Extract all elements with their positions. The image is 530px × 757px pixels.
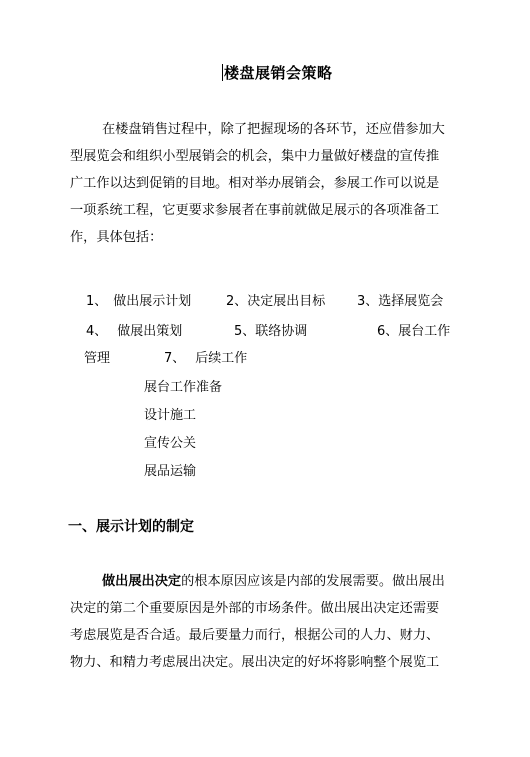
step-item-continued: 管理 [84,351,111,366]
sub-item: 宣传公关 [144,436,197,451]
intro-paragraph [70,116,460,251]
text-cursor [222,64,223,81]
step-item: 5、联络协调 [234,324,308,339]
step-item: 1、 做出展示计划 [86,294,192,309]
intro-line: 作，具体包括： [70,230,163,245]
step-item: 6、展台工作 [377,324,451,339]
document-title: 楼盘展销会策略 [224,64,333,82]
section-line: 做出展出决定的根本原因应该是内部的发展需要。做出展出 [102,574,445,589]
sub-item: 展台工作准备 [144,380,223,395]
section-line: 决定的第二个重要原因是外部的市场条件。做出展出决定还需要 [70,601,440,616]
step-item: 4、 做展出策划 [86,324,183,339]
sub-item: 展品运输 [144,464,197,479]
step-item: 2、决定展出目标 [226,294,326,309]
intro-line: 在楼盘销售过程中，除了把握现场的各环节，还应借参加大 [102,122,445,137]
section-heading: 一、展示计划的制定 [68,519,194,535]
intro-line: 广工作以达到促销的目地。相对举办展销会，参展工作可以说是 [70,176,440,191]
intro-line: 型展览会和组织小型展销会的机会，集中力量做好楼盘的宣传推 [70,149,440,164]
step-item: 3、选择展览会 [357,294,444,309]
lead-term: 做出展出决定 [102,574,182,589]
section-line: 考虑展览是否合适。最后要量力而行，根据公司的人力、财力、 [70,628,440,643]
step-item: 7、 后续工作 [164,351,248,366]
section-line: 物力、和精力考虑展出决定。展出决定的好坏将影响整个展览工 [70,655,440,670]
section-paragraph [70,568,460,676]
intro-line: 一项系统工程，它更要求参展者在事前就做足展示的各项准备工 [70,203,440,218]
sub-item: 设计施工 [144,408,197,423]
